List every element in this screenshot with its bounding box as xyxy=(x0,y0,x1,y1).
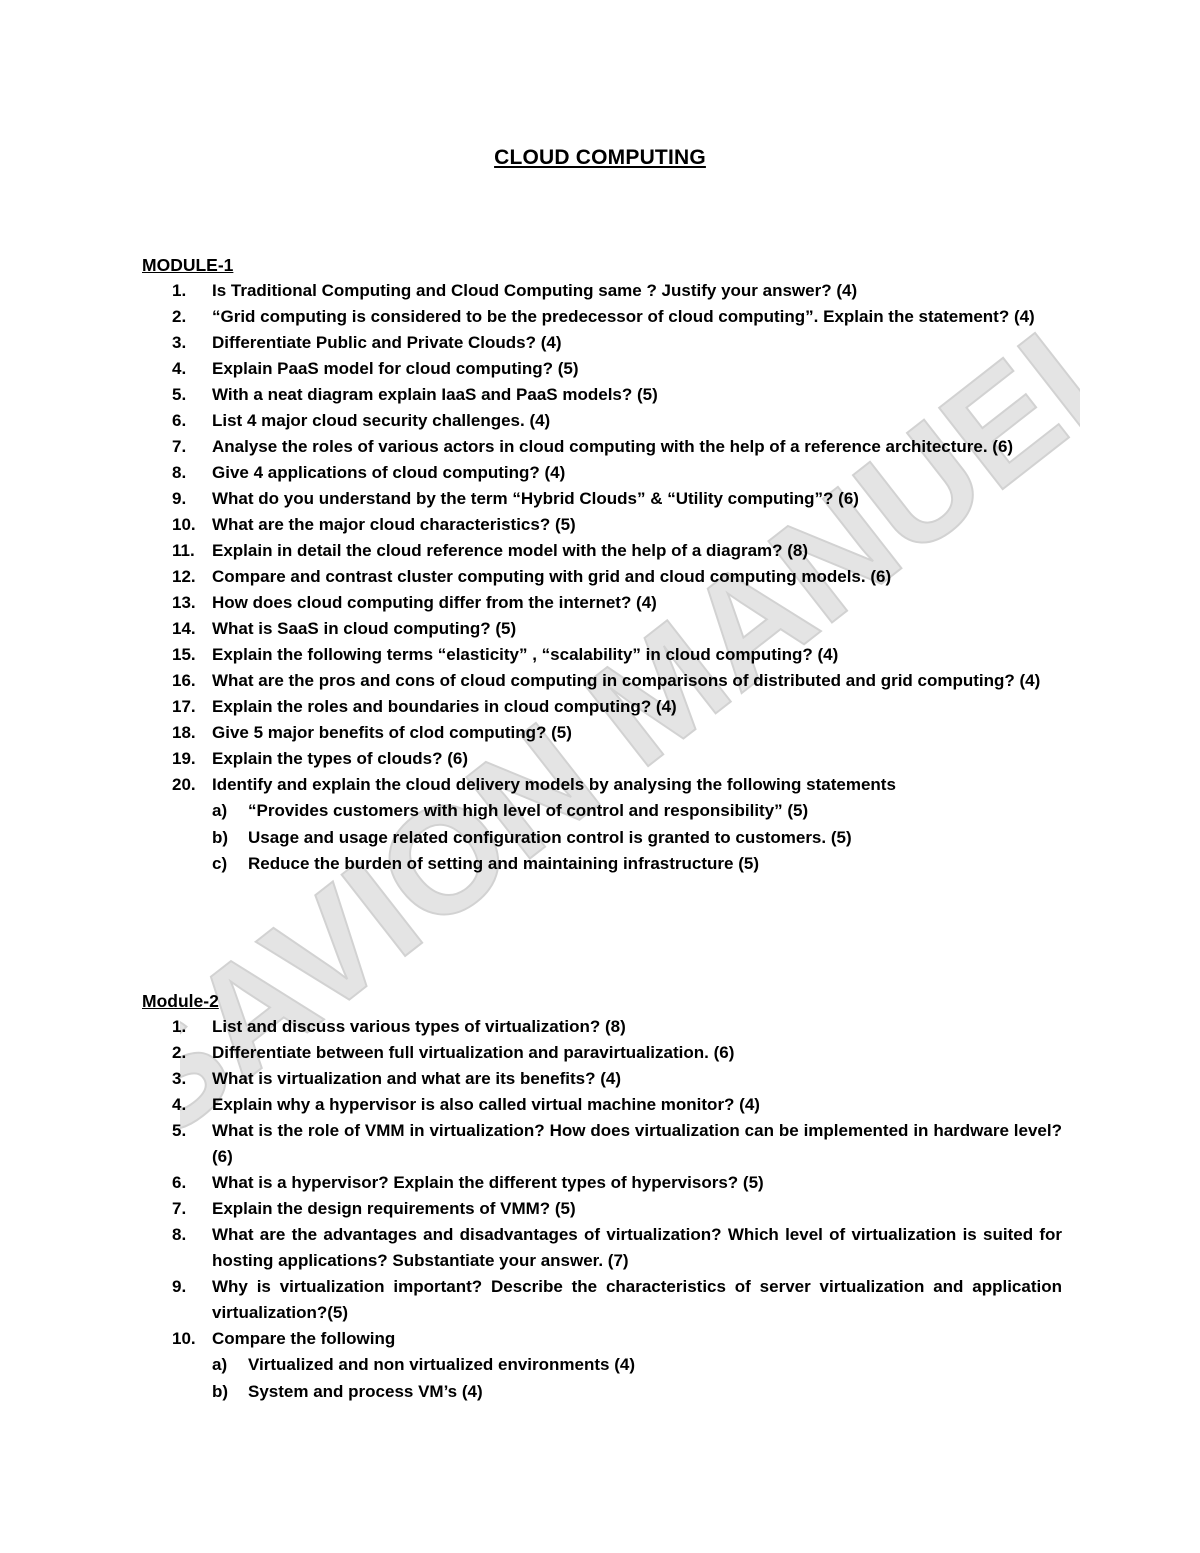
question-item xyxy=(142,1092,1062,1118)
question-item xyxy=(142,642,1062,668)
question-text: With a neat diagram explain IaaS and PaaS models? (5) xyxy=(212,385,658,404)
question-item xyxy=(142,1014,1062,1040)
question-text: What are the major cloud characteristics? (5) xyxy=(212,515,576,534)
sub-question-list xyxy=(212,1352,1062,1405)
question-item xyxy=(142,1274,1062,1326)
question-number: 9. xyxy=(172,1277,187,1296)
question-item xyxy=(142,1170,1062,1196)
question-text: Differentiate between full virtualization and paravirtualization. (6) xyxy=(212,1043,735,1062)
question-item xyxy=(142,408,1062,434)
question-item xyxy=(142,1222,1062,1274)
question-number: 4. xyxy=(172,1095,187,1114)
question-text: Why is virtualization important? Describe the characteristics of server virtualization and application virtualization?(5) xyxy=(212,1277,1062,1322)
sub-question-label: c) xyxy=(212,854,228,873)
sub-question-label: b) xyxy=(212,1381,229,1401)
sub-question-label: a) xyxy=(212,801,228,820)
question-item xyxy=(142,590,1062,616)
question-item xyxy=(142,538,1062,564)
question-item xyxy=(142,278,1062,304)
question-text: Explain the types of clouds? (6) xyxy=(212,749,468,768)
question-text: Explain PaaS model for cloud computing? (5) xyxy=(212,359,579,378)
question-item xyxy=(142,694,1062,720)
question-number: 17. xyxy=(172,697,196,716)
question-number: 7. xyxy=(172,437,187,456)
question-text: Compare the following xyxy=(212,1329,396,1348)
question-number: 9. xyxy=(172,489,187,508)
question-text: What are the pros and cons of cloud computing in comparisons of distributed and grid computing? (4) xyxy=(212,671,1041,690)
question-number: 3. xyxy=(172,333,187,352)
question-item xyxy=(142,304,1062,330)
question-item xyxy=(142,486,1062,512)
question-number: 8. xyxy=(172,463,187,482)
question-number: 5. xyxy=(172,1121,187,1140)
question-text: Compare and contrast cluster computing with grid and cloud computing models. (6) xyxy=(212,567,892,586)
watermark-text: SAVION MANUEL xyxy=(180,330,1080,1130)
question-text: Explain the roles and boundaries in cloud computing? (4) xyxy=(212,697,677,716)
question-item xyxy=(142,772,1062,878)
question-item xyxy=(142,564,1062,590)
question-number: 10. xyxy=(172,1329,196,1348)
question-number: 2. xyxy=(172,1043,187,1062)
question-number: 13. xyxy=(172,593,196,612)
question-number: 10. xyxy=(172,515,196,534)
module-2-section xyxy=(142,988,1062,1405)
question-text: Explain in detail the cloud reference model with the help of a diagram? (8) xyxy=(212,541,809,560)
question-number: 1. xyxy=(172,281,187,300)
question-number: 6. xyxy=(172,1173,187,1192)
question-item xyxy=(142,356,1062,382)
question-number: 16. xyxy=(172,671,196,690)
sub-question-list xyxy=(212,798,1062,878)
question-number: 7. xyxy=(172,1199,187,1218)
question-number: 5. xyxy=(172,385,187,404)
question-text: What is a hypervisor? Explain the different types of hypervisors? (5) xyxy=(212,1173,764,1192)
question-number: 20. xyxy=(172,775,196,794)
question-text: Is Traditional Computing and Cloud Computing same ? Justify your answer? (4) xyxy=(212,281,858,300)
question-number: 6. xyxy=(172,411,187,430)
question-number: 15. xyxy=(172,645,196,664)
question-item xyxy=(142,434,1062,460)
question-text: What is virtualization and what are its benefits? (4) xyxy=(212,1069,622,1088)
sub-question-item xyxy=(212,798,1062,825)
module-2-heading: Module-2 xyxy=(142,991,219,1011)
question-text: List and discuss various types of virtualization? (8) xyxy=(212,1017,626,1036)
question-number: 4. xyxy=(172,359,187,378)
question-item xyxy=(142,382,1062,408)
question-item xyxy=(142,1040,1062,1066)
question-text: What is the role of VMM in virtualization? How does virtualization can be implemented in hardware level? (6) xyxy=(212,1121,1062,1166)
sub-question-label: b) xyxy=(212,827,229,847)
question-item xyxy=(142,1066,1062,1092)
question-text: Give 4 applications of cloud computing? (4) xyxy=(212,463,566,482)
question-text: Analyse the roles of various actors in cloud computing with the help of a reference architecture. (6) xyxy=(212,437,1014,456)
question-item xyxy=(142,460,1062,486)
question-number: 3. xyxy=(172,1069,187,1088)
question-item xyxy=(142,616,1062,642)
page-title: CLOUD COMPUTING xyxy=(494,146,706,169)
module-1-heading: MODULE-1 xyxy=(142,255,234,275)
question-text: List 4 major cloud security challenges. (4) xyxy=(212,411,551,430)
question-text: Identify and explain the cloud delivery models by analysing the following statements xyxy=(212,775,896,794)
sub-question-text: System and process VM’s (4) xyxy=(248,1381,483,1401)
question-text: What do you understand by the term “Hybrid Clouds” & “Utility computing”? (6) xyxy=(212,489,859,508)
question-text: “Grid computing is considered to be the predecessor of cloud computing”. Explain the statement? (4) xyxy=(212,307,1035,326)
question-text: Explain the following terms “elasticity” , “scalability” in cloud computing? (4) xyxy=(212,645,839,664)
question-item xyxy=(142,512,1062,538)
question-text: What is SaaS in cloud computing? (5) xyxy=(212,619,517,638)
question-number: 1. xyxy=(172,1017,187,1036)
question-item xyxy=(142,1326,1062,1405)
sub-question-text: Usage and usage related configuration control is granted to customers. (5) xyxy=(248,827,852,847)
sub-question-label: a) xyxy=(212,1355,228,1374)
question-number: 19. xyxy=(172,749,196,768)
module-1-section xyxy=(142,252,1062,878)
question-text: How does cloud computing differ from the internet? (4) xyxy=(212,593,657,612)
question-number: 8. xyxy=(172,1225,187,1244)
question-number: 2. xyxy=(172,307,187,326)
sub-question-text: Reduce the burden of setting and maintaining infrastructure (5) xyxy=(248,854,759,873)
question-item xyxy=(142,668,1062,694)
sub-question-text: “Provides customers with high level of control and responsibility” (5) xyxy=(248,801,809,820)
question-number: 11. xyxy=(172,541,195,560)
question-text: Explain why a hypervisor is also called virtual machine monitor? (4) xyxy=(212,1095,760,1114)
question-item xyxy=(142,330,1062,356)
sub-question-item xyxy=(212,851,1062,878)
question-text: Differentiate Public and Private Clouds? (4) xyxy=(212,333,562,352)
sub-question-item xyxy=(212,825,1062,852)
question-number: 12. xyxy=(172,567,196,586)
question-text: What are the advantages and disadvantages of virtualization? Which level of virtualization is suited for hosting applications? Substantiate your answer. (7) xyxy=(212,1225,1062,1270)
sub-question-text: Virtualized and non virtualized environments (4) xyxy=(248,1355,635,1374)
module-1-question-list xyxy=(142,278,1062,878)
question-item xyxy=(142,1118,1062,1170)
sub-question-item xyxy=(212,1352,1062,1379)
question-text: Explain the design requirements of VMM? (5) xyxy=(212,1199,576,1218)
sub-question-item xyxy=(212,1379,1062,1406)
question-text: Give 5 major benefits of clod computing? (5) xyxy=(212,723,572,742)
question-number: 18. xyxy=(172,723,196,742)
question-item xyxy=(142,1196,1062,1222)
question-number: 14. xyxy=(172,619,196,638)
question-item xyxy=(142,746,1062,772)
module-2-question-list xyxy=(142,1014,1062,1405)
question-item xyxy=(142,720,1062,746)
